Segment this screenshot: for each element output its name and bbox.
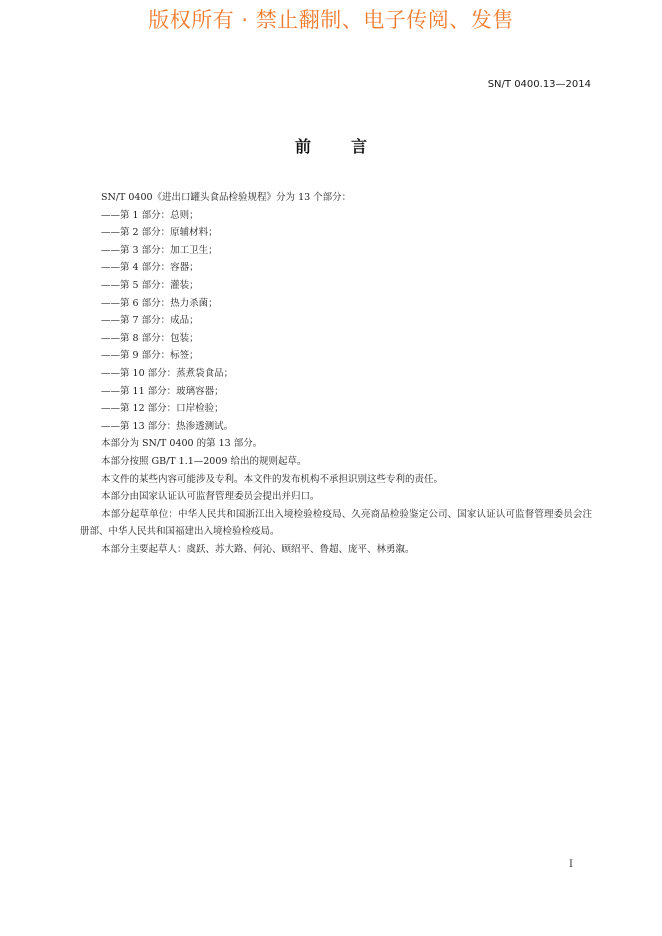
part-number-statement: 本部分为 SN/T 0400 的第 13 部分。 [101, 438, 263, 450]
part-item: ——第 11 部分：玻璃容器； [101, 385, 224, 397]
part-item: ——第 2 部分：原辅材料； [101, 227, 218, 239]
part-item: ——第 5 部分：灌装； [101, 279, 199, 291]
part-item: ——第 7 部分：成品； [101, 315, 199, 327]
patent-statement: 本文件的某些内容可能涉及专利。本文件的发布机构不承担识别这些专利的责任。 [101, 473, 444, 485]
part-item: ——第 9 部分：标签； [101, 350, 199, 362]
part-item: ——第 10 部分：蒸煮袋食品； [101, 367, 234, 379]
standard-code: SN/T 0400.13—2014 [487, 79, 591, 90]
part-item: ——第 13 部分：热渗透测试。 [101, 420, 234, 432]
part-item: ——第 8 部分：包装； [101, 332, 199, 344]
copyright-watermark: 版权所有 · 禁止翻制、电子传阅、发售 [148, 8, 514, 32]
foreword-body [80, 189, 592, 558]
part-item: ——第 1 部分：总则； [101, 209, 199, 221]
proposer-statement: 本部分由国家认证认可监督管理委员会提出并归口。 [101, 491, 320, 503]
page-title: 前言 [294, 137, 407, 156]
part-item: ——第 6 部分：热力杀菌； [101, 297, 218, 309]
part-item: ——第 4 部分：容器； [101, 262, 199, 274]
intro-line: SN/T 0400《进出口罐头食品检验规程》分为 13 个部分： [101, 192, 352, 203]
drafting-units-statement: 本部分起草单位：中华人民共和国浙江出入境检验检疫局、久亮商品检验鉴定公司、国家认证认可监督管理委员会注册部、中华人民共和国福建出入境检验检疫局。 [80, 508, 592, 538]
part-item: ——第 12 部分：口岸检验； [101, 403, 224, 415]
part-item: ——第 3 部分：加工卫生； [101, 244, 218, 256]
page-number: I [569, 859, 573, 870]
drafters-statement: 本部分主要起草人：虞跃、苏大路、何沁、顾绍平、鲁超、庞平、林勇溆。 [101, 543, 415, 555]
drafting-rules-statement: 本部分按照 GB/T 1.1—2009 给出的规则起草。 [101, 455, 307, 467]
